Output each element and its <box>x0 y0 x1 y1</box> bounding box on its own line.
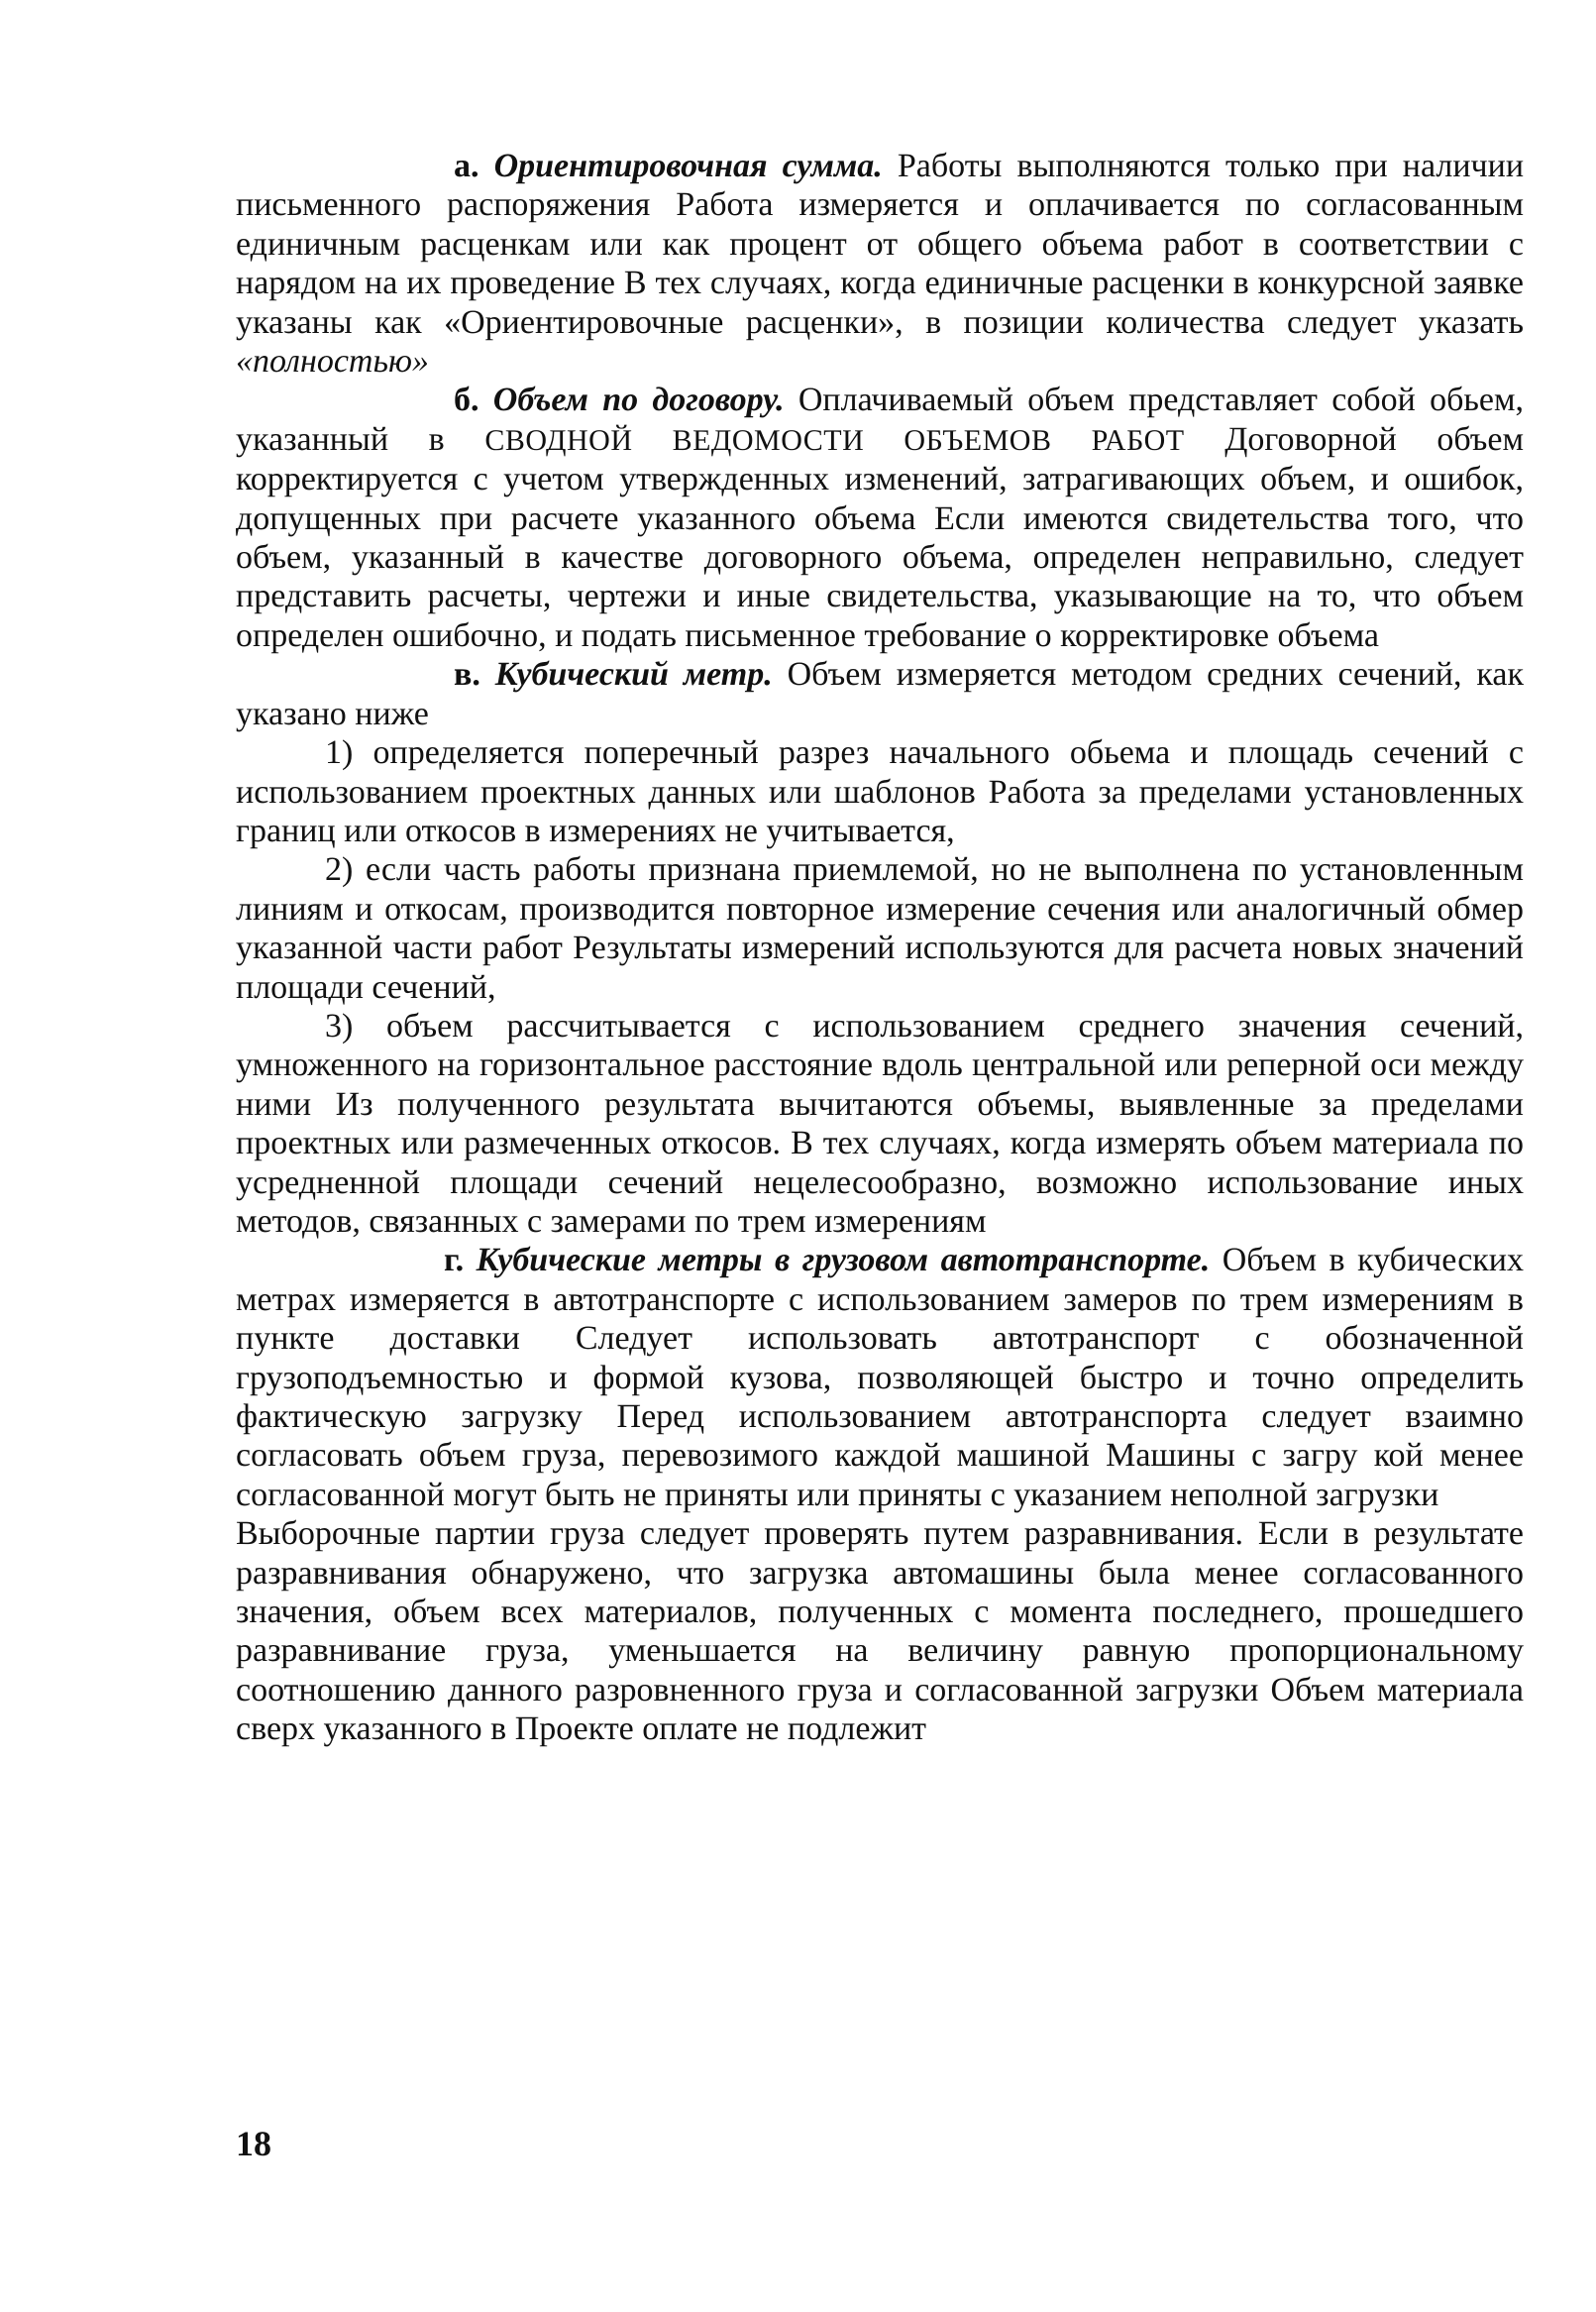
paragraph-a-text: Работы выполняются только при наличии письменного распоряжения Работа измеряется и оплачивается по согласованным единичным расценкам или как процент от общего объема работ в соответствии с нарядом на их проведение В тех случаях, когда единичные расценки в конкурсной заявке указаны как «Ориентировочные расценки», в позиции количества следует указать <box>236 148 1525 341</box>
paragraph-a-label: а. <box>454 148 479 184</box>
paragraph-a-tail: «полностью» <box>236 343 429 381</box>
list-item-2: 2) если часть работы признана приемлемой, но не выполнена по установленным линиям и откосам, производится повторное измерение сечения или аналогичный обмер указанной части работ Результаты измерений используются для расчета новых значений площади сечений, <box>236 851 1524 1006</box>
paragraph-b-caps: СВОДНОЙ ВЕДОМОСТИ ОБЪЕМОВ РАБОТ <box>484 423 1185 457</box>
paragraph-a-heading: Ориентировочная сумма. <box>493 148 883 184</box>
paragraph-g-text: Объем в кубических метрах измеряется в автотранспорте с использованием замеров по трем измерениям в пункте доставки Следует использовать автотранспорт с обозначенной грузоподъемностью и формой кузова, позволяющей быстро и точно определить фактическую загрузку Перед использованием автотранспорта следует взаимно согласовать объем груза, перевозимого каждой машиной Машины с загру кой менее согласованной могут быть не приняты или приняты с указанием неполной загрузки <box>236 1242 1525 1513</box>
paragraph-b-text-before: Оплачиваемый объем представляет собой обьем, указанный в <box>236 382 1524 458</box>
paragraph-v-label: в. <box>454 656 480 694</box>
paragraph-b-text-after: Договорной объем корректируется с учетом утвержденных изменений, затрагивающих объем, и ошибок, допущенных при расчете указанного объема Если имеются свидетельства того, что объем, указанный в качестве договорного объема, определен неправильно, следует представить расчеты, чертежи и иные свидетельства, указывающие на то, что объем определен ошибочно, и подать письменное требование о корректировке объема <box>236 420 1524 654</box>
paragraph-b <box>236 381 1524 655</box>
paragraph-b-label: б. <box>454 382 479 419</box>
paragraph-b-heading: Объем по договору. <box>492 382 785 419</box>
paragraph-g-heading: Кубические метры в грузовом автотранспорте. <box>476 1242 1211 1279</box>
list-item-3: 3) объем рассчитывается с использованием среднего значения сечений, умноженного на горизонтальное расстояние вдоль центральной или реперной оси между ними Из полученного результата вычитаются объемы, выявленные за пределами проектных или размеченных откосов. В тех случаях, когда измерять объем материала по усредненной площади сечений нецелесообразно, возможно использование иных методов, связанных с замерами по трем измерениям <box>236 1007 1524 1240</box>
paragraph-final: Выборочные партии груза следует проверять путем разравнивания. Если в результате разравнивания обнаружено, что загрузка автомашины была менее согласованного значения, объем всех материалов, полученных с момента последнего, прошедшего разравнивание груза, уменьшается на величину равную пропорциональному соотношению данного разровненного груза и согласованной загрузки Объем материала сверх указанного в Проекте оплате не подлежит <box>236 1515 1524 1748</box>
paragraph-v-heading: Кубический метр. <box>494 656 773 694</box>
paragraph-g-label: г. <box>444 1242 465 1279</box>
page-number: 18 <box>236 2124 271 2163</box>
list-item-1: 1) определяется поперечный разрез начального обьема и площадь сечений с использованием проектных данных или шаблонов Работа за пределами установленных границ или откосов в измерениях не учитывается, <box>236 734 1524 849</box>
paragraph-a <box>236 147 1524 381</box>
paragraph-g <box>236 1241 1524 1514</box>
paragraph-v <box>236 655 1524 733</box>
document-page <box>236 147 1524 1749</box>
paragraph-v-text: Объем измеряется методом средних сечений, как указано ниже <box>236 656 1524 732</box>
